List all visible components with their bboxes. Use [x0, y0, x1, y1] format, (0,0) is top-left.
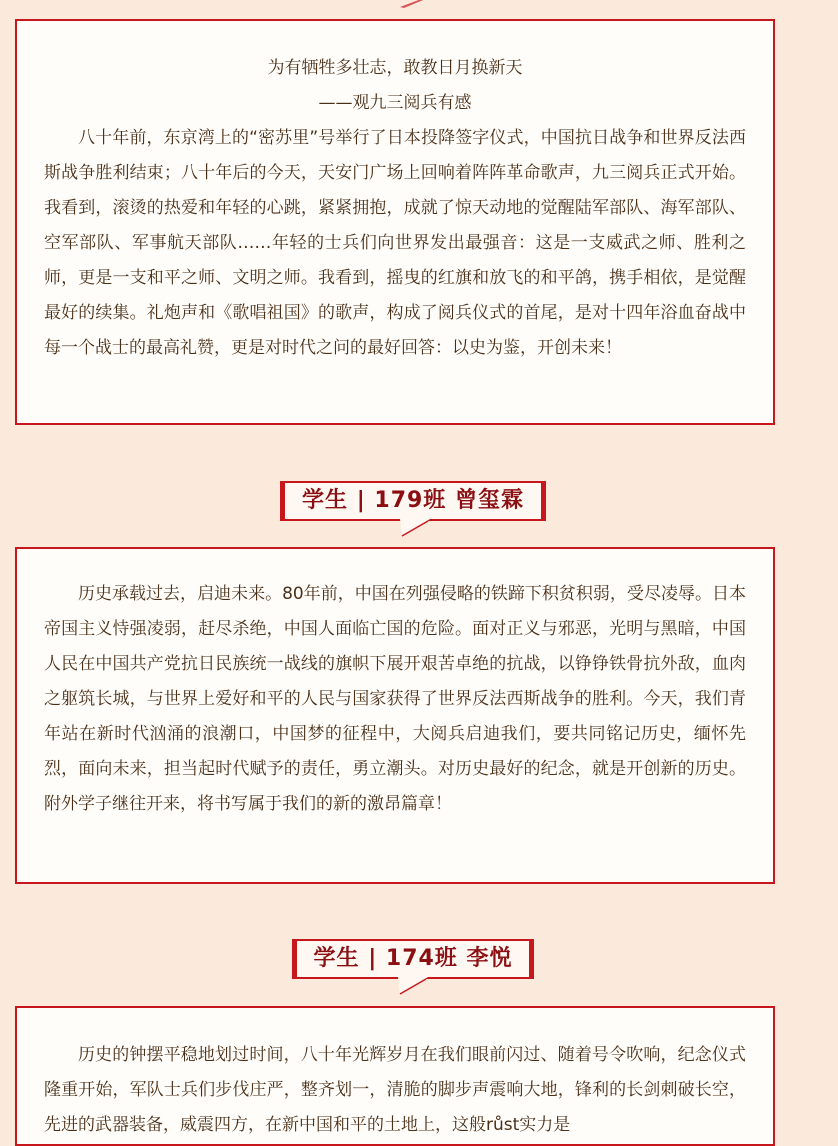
author-tag-174: 学生 | 174班 李悦	[292, 939, 534, 979]
tag-pointer-icon	[398, 977, 428, 995]
tag-pointer-icon	[400, 519, 430, 537]
essay-body: 八十年前，东京湾上的“密苏里”号举行了日本投降签字仪式，中国抗日战争和世界反法西斯战争胜利结束；八十年后的今天，天安门广场上回响着阵阵革命歌声，九三阅兵正式开始。我看到，滚烫的热爱和年轻的心跳，紧紧拥抱，成就了惊天动地的觉醒陆军部队、海军部队、空军部队、军事航天部队……年轻的士兵们向世界发出最强音：这是一支威武之师、胜利之师，更是一支和平之师、文明之师。我看到，摇曳的红旗和放飞的和平鸽，携手相依，是觉醒最好的续集。礼炮声和《歌唱祖国》的歌声，构成了阅兵仪式的首尾，是对十四年浴血奋战中每一个战士的最高礼赞，更是对时代之问的最好回答：以史为鉴，开创未来！	[44, 128, 746, 358]
author-tag-179: 学生 | 179班 曾玺霖	[280, 481, 546, 521]
essay-body: 历史的钟摆平稳地划过时间，八十年光辉岁月在我们眼前闪过、随着号令吹响，纪念仪式隆重开始，军队士兵们步伐庄严，整齐划一，清脆的脚步声震响大地，锋利的长剑刺破长空，先进的武器装备，威震四方，在新中国和平的土地上，这般růst实力是	[44, 1045, 746, 1135]
essay-body: 历史承载过去，启迪未来。80年前，中国在列强侵略的铁蹄下积贫积弱，受尽凌辱。日本帝国主义恃强凌弱，赶尽杀绝，中国人面临亡国的危险。面对正义与邪恶，光明与黑暗，中国人民在中国共产党抗日民族统一战线的旗帜下展开艰苦卓绝的抗战，以铮铮铁骨抗外敌，血肉之躯筑长城，与世界上爱好和平的人民与国家获得了世界反法西斯战争的胜利。今天，我们青年站在新时代汹涌的浪潮口，中国梦的征程中，大阅兵启迪我们，要共同铭记历史，缅怀先烈，面向未来，担当起时代赋予的责任，勇立潮头。对历史最好的纪念，就是开创新的历史。附外学子继往开来，将书写属于我们的新的激昂篇章！	[44, 584, 746, 814]
essay-card-2	[15, 547, 775, 884]
essay-title: 为有牺牲多壮志，敢教日月换新天	[267, 58, 523, 78]
essay-subtitle: ——观九三阅兵有感	[318, 93, 472, 113]
essay-card-3	[15, 1006, 775, 1146]
top-pointer-decoration	[398, 0, 428, 8]
essay-card-1	[15, 19, 775, 425]
